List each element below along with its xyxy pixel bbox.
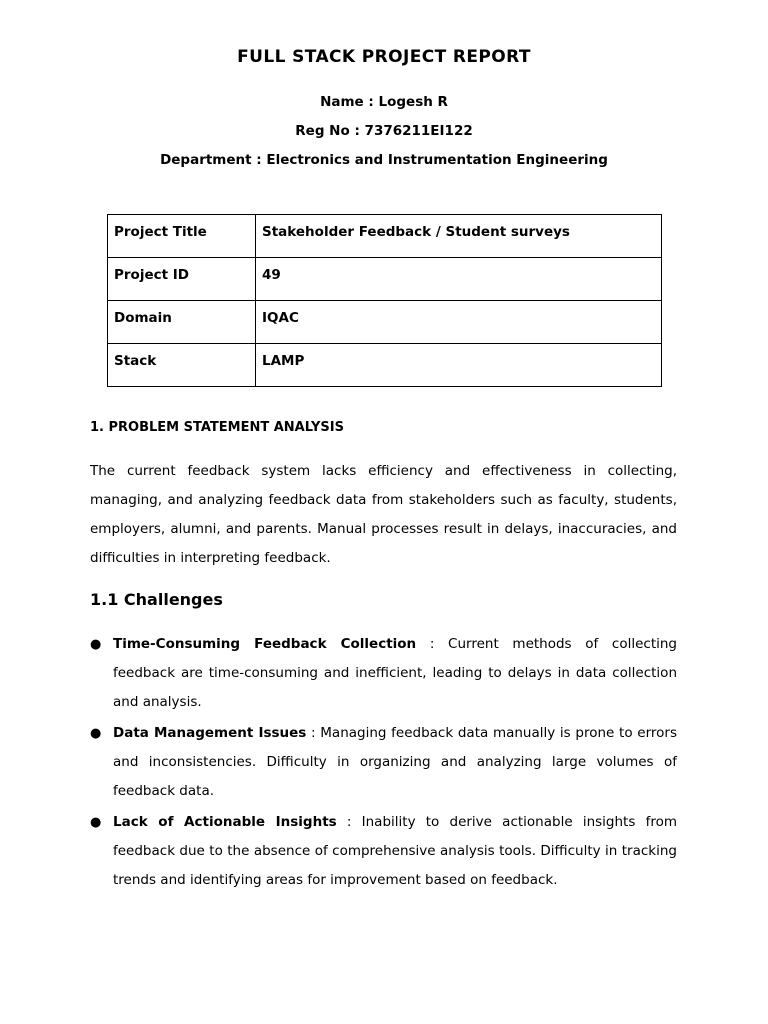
table-cell-value: IQAC <box>256 301 662 344</box>
table-cell-value: Stakeholder Feedback / Student surveys <box>256 215 662 258</box>
table-row <box>108 258 662 301</box>
challenge-text: : Inability to derive actionable insights from feedback due to the absence of comprehensive analysis tools. Difficulty in tracking trends and identifying areas for improvement based on feedback. <box>113 814 677 888</box>
bullet-icon: ● <box>90 815 102 830</box>
bullet-icon: ● <box>90 726 102 741</box>
table-cell-label: Stack <box>108 344 256 387</box>
table-row <box>108 344 662 387</box>
problem-statement-paragraph: The current feedback system lacks efficiency and effectiveness in collecting, managing, and analyzing feedback data from stakeholders such as faculty, students, employers, alumni, and parents. Manual processes result in delays, inaccuracies, and difficulties in interpreting feedback. <box>90 463 677 566</box>
section-heading-problem-statement: 1. PROBLEM STATEMENT ANALYSIS <box>90 420 344 435</box>
department: Department : Electronics and Instrumentation Engineering <box>160 152 608 168</box>
table-cell-label: Domain <box>108 301 256 344</box>
table-cell-value: 49 <box>256 258 662 301</box>
report-title: FULL STACK PROJECT REPORT <box>237 47 531 67</box>
list-item <box>90 808 677 895</box>
table-cell-label: Project Title <box>108 215 256 258</box>
student-name: Name : Logesh R <box>320 94 448 110</box>
table-row <box>108 215 662 258</box>
list-item <box>90 630 677 717</box>
challenge-term: Time-Consuming Feedback Collection <box>113 636 417 652</box>
bullet-icon: ● <box>90 637 102 652</box>
registration-number: Reg No : 7376211EI122 <box>295 123 473 139</box>
challenge-term: Data Management Issues <box>113 725 307 741</box>
table-cell-value: LAMP <box>256 344 662 387</box>
challenges-list <box>90 630 677 895</box>
project-info-table <box>107 214 662 387</box>
table-cell-label: Project ID <box>108 258 256 301</box>
challenge-term: Lack of Actionable Insights <box>113 814 337 830</box>
challenges-heading: 1.1 Challenges <box>90 590 223 609</box>
list-item <box>90 719 677 806</box>
table-row <box>108 301 662 344</box>
challenge-text: : Current methods of collecting feedback are time-consuming and inefficient, leading to delays in data collection and analysis. <box>113 636 677 710</box>
challenge-text: : Managing feedback data manually is prone to errors and inconsistencies. Difficulty in organizing and analyzing large volumes of feedback data. <box>113 725 677 799</box>
